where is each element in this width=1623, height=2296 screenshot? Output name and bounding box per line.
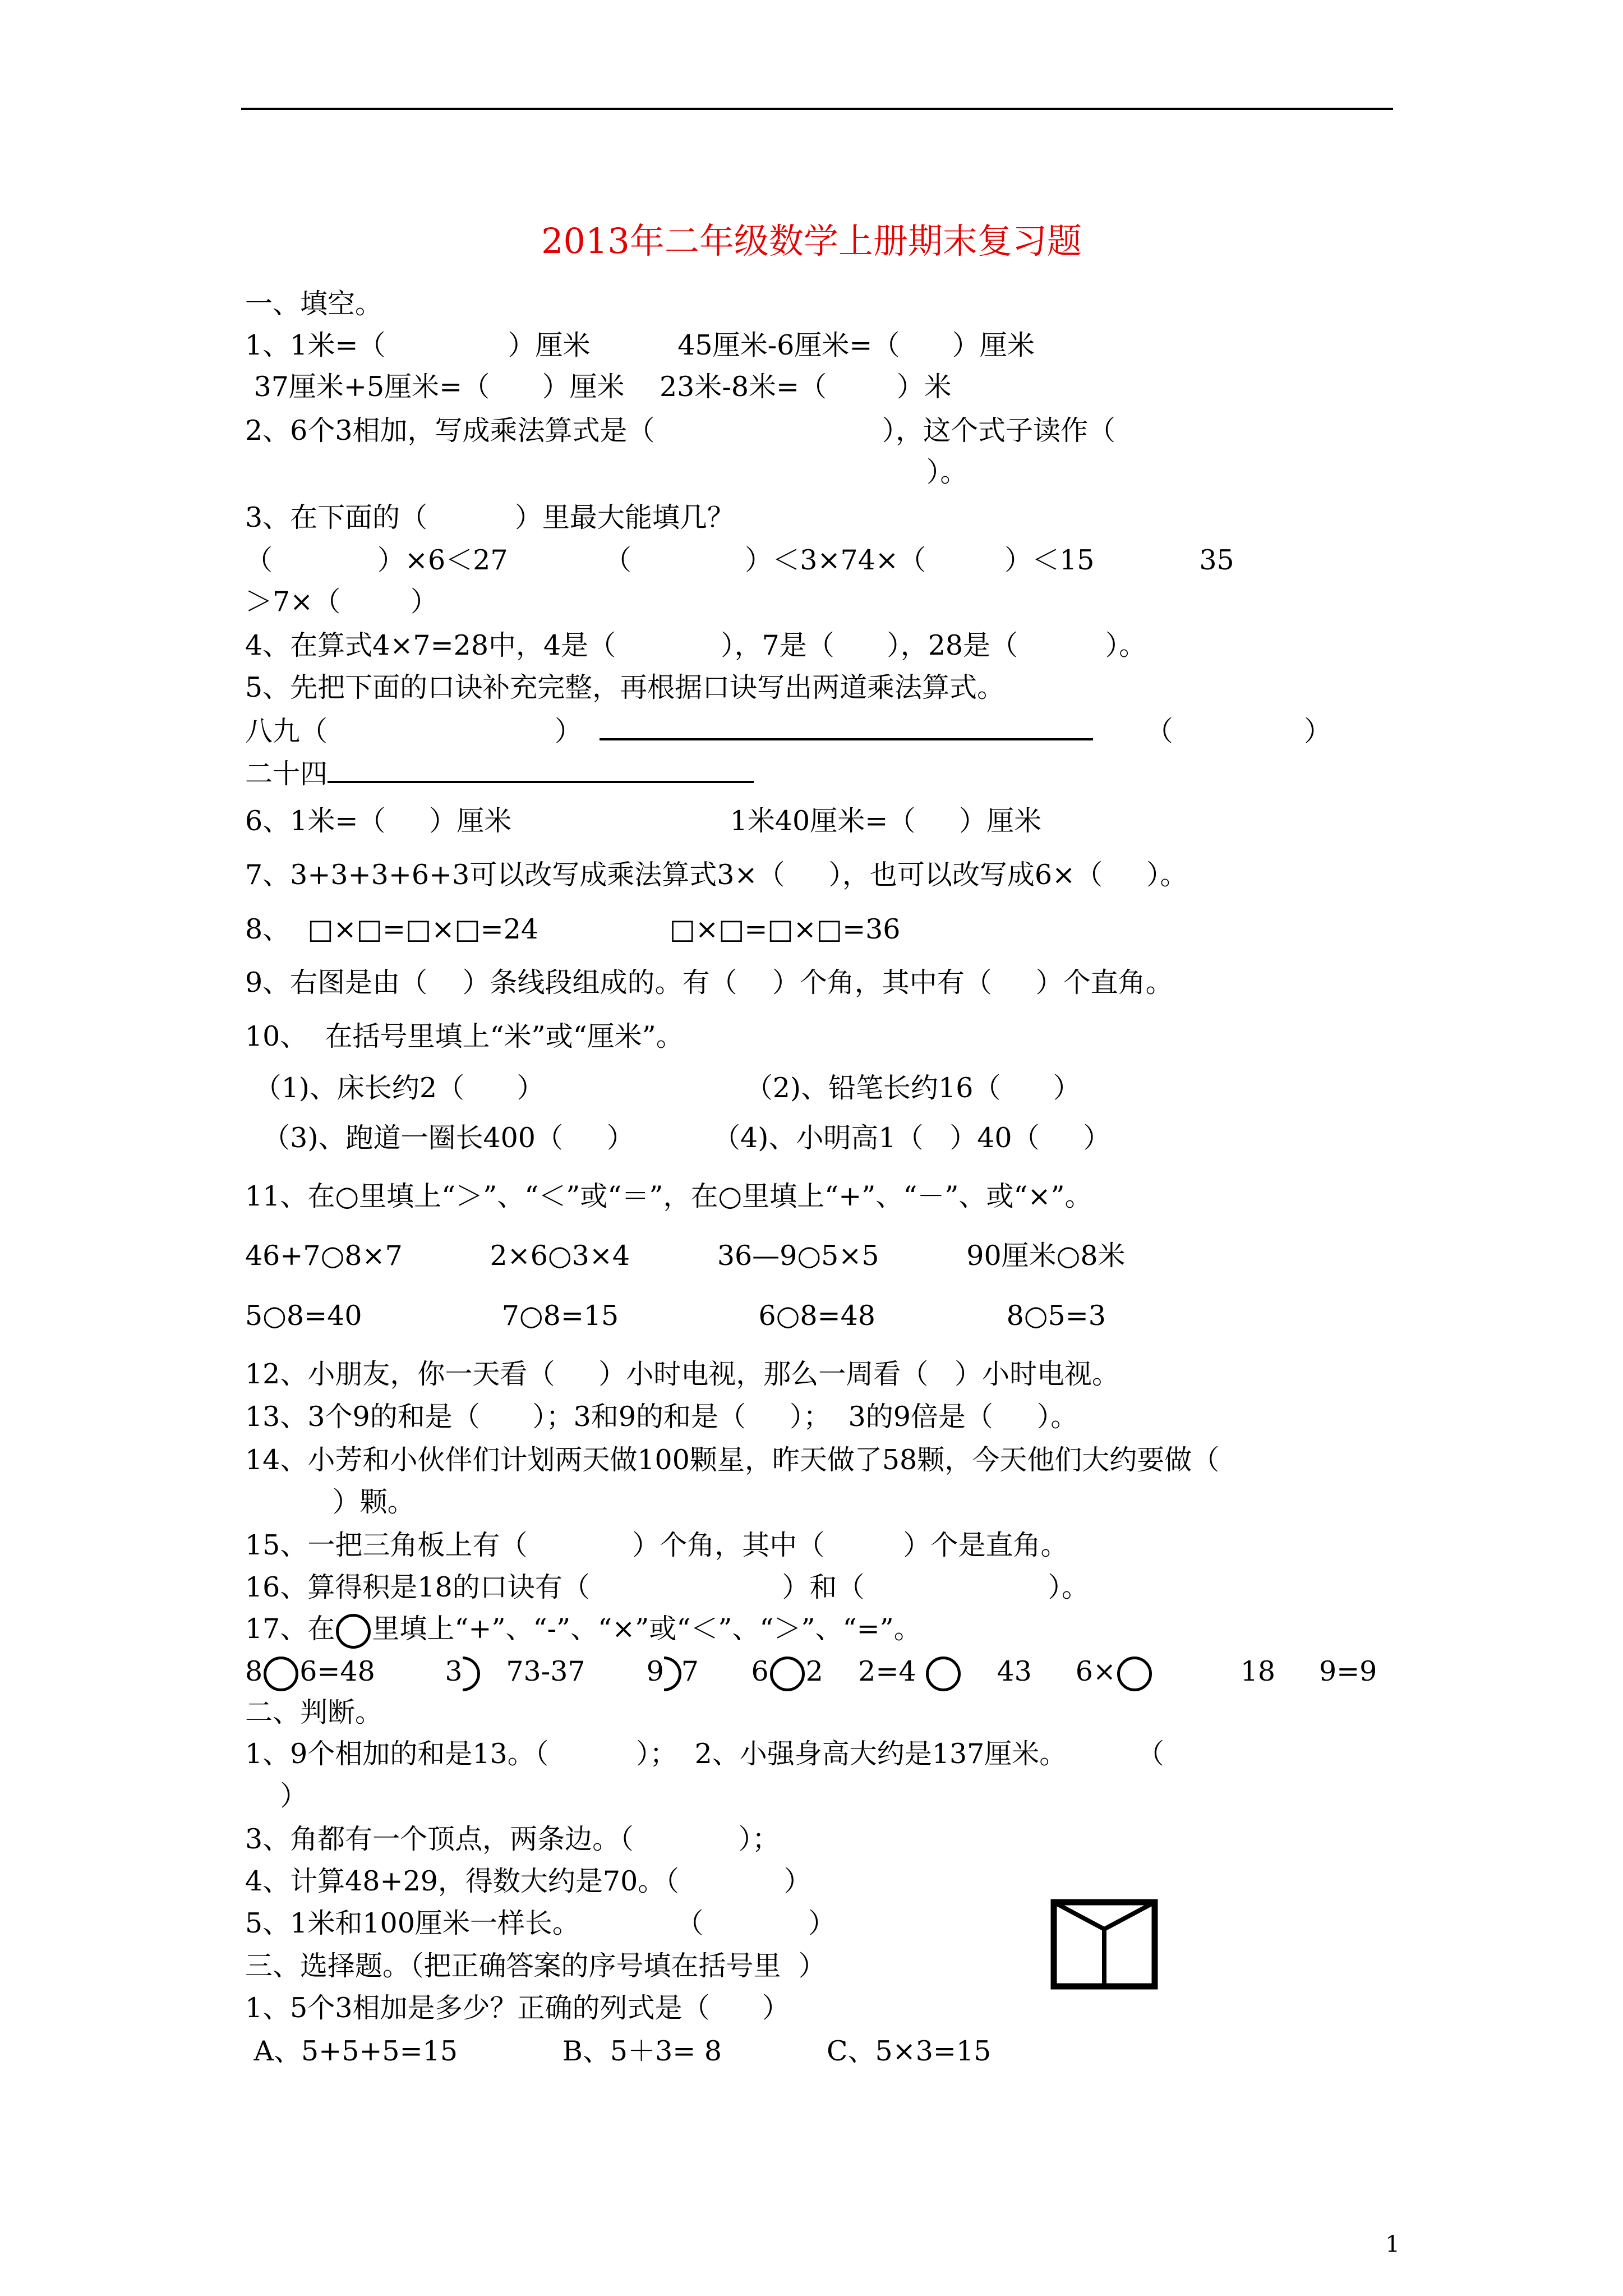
question-7: 7、3+3+3+6+3可以改写成乘法算式3×（ ），也可以改写成6×（ ）。 (245, 859, 1188, 891)
section-heading-judge: 二、判断。 (245, 1696, 383, 1728)
expr-6-right: 18 (1240, 1655, 1276, 1687)
question-5c-label: 二十四 (245, 758, 328, 790)
question-9: 9、右图是由（ ）条线段组成的。有（ ）个角，其中有（ ）个直角。 (245, 967, 1173, 999)
circle-icon (664, 1657, 681, 1691)
judge-5: 5、1米和100厘米一样长。 （ ） (245, 1907, 836, 1939)
question-3c: ＞7×（ ） (245, 586, 438, 618)
expr-7: 9=9 (1318, 1655, 1377, 1687)
expr-5-right: 43 (997, 1655, 1032, 1687)
question-13: 13、3个9的和是（ ）；3和9的和是（ ）； 3的9倍是（ ）。 (245, 1401, 1078, 1433)
circle-icon (926, 1657, 961, 1691)
question-11b: 46+7○8×7 2×6○3×4 36—9○5×5 90厘米○8米 (245, 1240, 1126, 1272)
expr-2-right: 73-37 (506, 1655, 585, 1687)
judge-1b: ） (245, 1780, 308, 1812)
question-5b-paren: （ ） (1145, 715, 1332, 747)
expr-2-left: 3 (445, 1655, 463, 1687)
question-5b (245, 714, 1331, 748)
figure-left-diagonal (1054, 1902, 1104, 1929)
circle-icon (770, 1657, 805, 1691)
question-17b (245, 1655, 1377, 1691)
header-rule (241, 108, 1393, 110)
question-5b-rhyme: 八九（ ） (245, 715, 582, 747)
question-14b: ）颗。 (245, 1486, 415, 1518)
question-11c: 5○8=40 7○8=15 6○8=48 8○5=3 (245, 1300, 1106, 1332)
question-17a (245, 1612, 921, 1649)
question-3b: （ ）×6＜27 （ ）＜3×74×（ ）＜15 35 (245, 544, 1234, 576)
circle-icon (463, 1657, 480, 1691)
question-5a: 5、先把下面的口诀补充完整，再根据口诀写出两道乘法算式。 (245, 671, 1005, 703)
question-1b: 37厘米+5厘米=（ ）厘米 23米-8米=（ ）米 (245, 371, 952, 403)
expr-1-left: 8 (245, 1655, 263, 1687)
figure-right-diagonal (1104, 1902, 1155, 1929)
expr-3-left: 9 (646, 1655, 664, 1687)
question-8: 8、 □×□=□×□=24 □×□=□×□=36 (245, 913, 901, 945)
expr-4-right: 2 (805, 1655, 823, 1687)
circle-icon (336, 1614, 371, 1649)
expr-1-right: 6=48 (299, 1655, 375, 1687)
expr-3-right: 7 (681, 1655, 699, 1687)
section-heading-fill-blank: 一、填空。 (245, 288, 383, 320)
question-3a: 3、在下面的（ ）里最大能填几？ (245, 501, 735, 533)
page-number: 1 (1385, 2231, 1400, 2257)
question-2a: 2、6个3相加，写成乘法算式是（ ），这个式子读作（ (245, 415, 1115, 447)
question-17-prefix: 17、在 (245, 1613, 335, 1645)
section-heading-choice: 三、选择题。（把正确答案的序号填在括号里 ） (245, 1950, 826, 1982)
question-15: 15、一把三角板上有（ ）个角，其中（ ）个是直角。 (245, 1529, 1068, 1561)
expr-6-left: 6× (1075, 1655, 1116, 1687)
question-17-text: 里填上“+”、“-”、“×”或“＜”、“＞”、“=”。 (372, 1613, 921, 1645)
question-5c (245, 756, 754, 791)
choice-1: 1、5个3相加是多少？正确的列式是（ ） (245, 1992, 790, 2024)
answer-underline (328, 756, 754, 783)
choice-1-options: A、5+5+5=15 B、5＋3= 8 C、5×3=15 (245, 2035, 992, 2067)
page-title: 2013年二年级数学上册期末复习题 (541, 220, 1082, 261)
circle-icon (1117, 1657, 1152, 1691)
question-2b: ）。 (245, 456, 968, 488)
expr-5-left: 2=4 (858, 1655, 916, 1687)
question-11a: 11、在○里填上“＞”、“＜”或“＝”，在○里填上“+”、“－”、或“×”。 (245, 1180, 1092, 1212)
line-segment-figure (1050, 1899, 1158, 1990)
question-14a: 14、小芳和小伙伴们计划两天做100颗星，昨天做了58颗，今天他们大约要做（ (245, 1444, 1220, 1476)
question-4: 4、在算式4×7=28中，4是（ ），7是（ ），28是（ ）。 (245, 629, 1147, 661)
answer-underline (600, 714, 1093, 740)
judge-1a: 1、9个相加的和是13。（ ）； 2、小强身高大约是137厘米。 （ (245, 1738, 1164, 1770)
question-1a: 1、1米=（ ）厘米 45厘米-6厘米=（ ）厘米 (245, 329, 1035, 361)
question-10b: （1)、床长约2（ ） （2)、铅笔长约16（ ） (245, 1072, 1081, 1104)
judge-3: 3、角都有一个顶点，两条边。（ ）； (245, 1823, 780, 1855)
question-10a: 10、 在括号里填上“米”或“厘米”。 (245, 1020, 684, 1052)
question-6: 6、1米=（ ）厘米 1米40厘米=（ ）厘米 (245, 805, 1042, 837)
question-10c: （3)、跑道一圈长400（ ） （4)、小明高1（ ）40（ ） (245, 1122, 1111, 1154)
expr-4-left: 6 (751, 1655, 769, 1687)
circle-icon (264, 1657, 298, 1691)
judge-4: 4、计算48+29，得数大约是70。（ ） (245, 1865, 811, 1897)
question-12: 12、小朋友，你一天看（ ）小时电视，那么一周看（ ）小时电视。 (245, 1358, 1119, 1390)
question-16: 16、算得积是18的口诀有（ ）和（ ）。 (245, 1571, 1089, 1603)
